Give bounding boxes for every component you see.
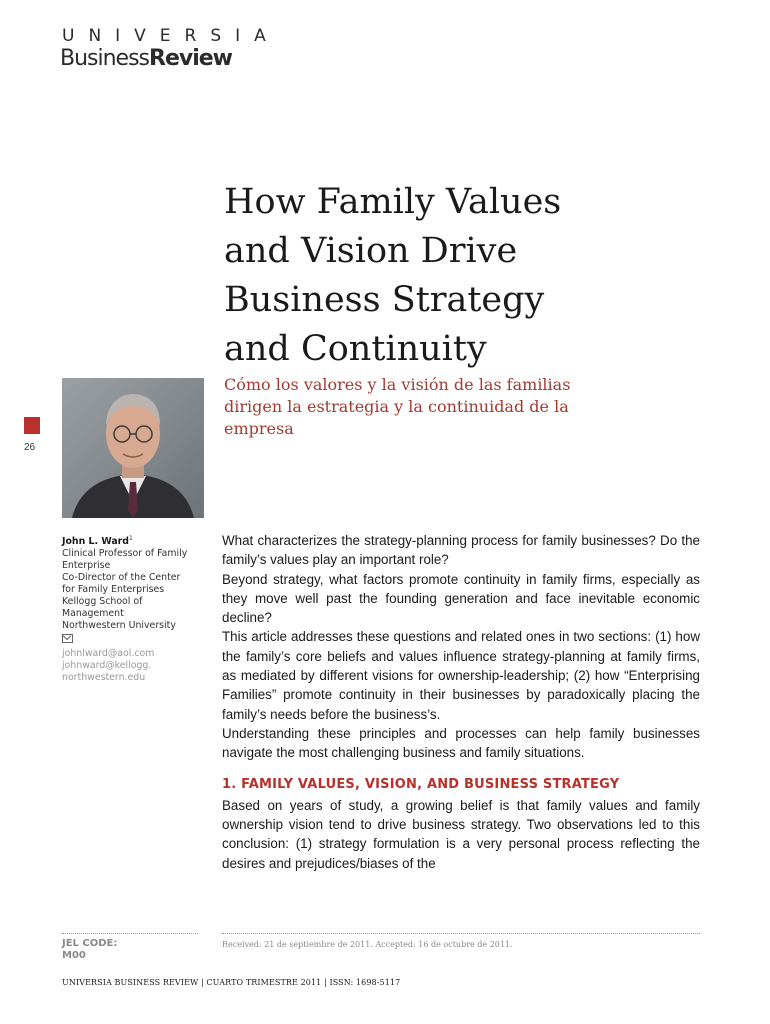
title-line: and Vision Drive (224, 231, 518, 271)
jel-code-value: M00 (62, 950, 86, 961)
author-affiliation: for Family Enterprises (62, 584, 165, 596)
author-affiliation: Enterprise (62, 560, 111, 572)
author-affiliation: Clinical Professor of Family (62, 548, 188, 560)
title-line: and Continuity (224, 329, 487, 369)
title-line: Business Strategy (224, 280, 545, 320)
author-email[interactable]: johnlward@aol.com (62, 648, 155, 660)
title-line: How Family Values (224, 182, 562, 222)
author-name: John L. Ward (62, 536, 130, 548)
mail-icon (62, 634, 73, 643)
jel-code (62, 938, 117, 962)
author-name-line (62, 533, 212, 548)
page-number: 26 (24, 442, 36, 453)
author-email[interactable]: johnward@kellogg. (62, 660, 152, 672)
article-subtitle (224, 374, 664, 440)
author-affiliation: Northwestern University (62, 620, 176, 632)
received-dates: Received: 21 de septiembre de 2011. Accepted: 16 de octubre de 2011. (222, 940, 513, 949)
author-affiliation: Kellogg School of (62, 596, 143, 608)
article-body (222, 531, 700, 873)
jel-code-label: JEL CODE: (62, 938, 118, 949)
author-affiliation: Management (62, 608, 124, 620)
body-paragraph: Understanding these principles and processes can help family businesses navigate the most challenging business and family situations. (222, 725, 700, 761)
subtitle-line: Cómo los valores y la visión de las familias (224, 375, 571, 394)
body-paragraph: Based on years of study, a growing belief is that family values and family ownership vision tend to drive business strategy. Two observations led to this conclusion: (1) strategy formulation is a very personal process reflecting the desires and prejudices/biases of the (222, 797, 700, 871)
masthead-universia: UNIVERSIA (62, 26, 280, 46)
body-paragraph: What characterizes the strategy-planning process for family businesses? Do the family’s values play an important role? (222, 533, 700, 568)
masthead-business: Business (60, 46, 150, 71)
body-paragraph: Beyond strategy, what factors promote continuity in family firms, especially as they move well past the founding generation and face inevitable economic decline? (222, 571, 700, 626)
author-email[interactable]: northwestern.edu (62, 672, 146, 684)
masthead-business-review (60, 46, 232, 71)
masthead-review: Review (149, 46, 233, 71)
body-paragraph: This article addresses these questions and related ones in two sections: (1) how the family’s core beliefs and values influence strategy-planning at family firms, as mediated by different visions for ownership-leadership; (2) how “Enterprising Families” promote continuity in their businesses by paradoxically placing the family’s needs before the business’s. (222, 629, 700, 722)
author-affiliation: Co-Director of the Center (62, 572, 181, 584)
subtitle-line: dirigen la estrategia y la continuidad de la (224, 397, 569, 416)
article-title (224, 178, 744, 374)
subtitle-line: empresa (224, 419, 294, 438)
author-footnote-mark: 1 (129, 535, 133, 542)
footer-divider-left (62, 933, 198, 934)
journal-footer: UNIVERSIA BUSINESS REVIEW | CUARTO TRIMESTRE 2011 | ISSN: 1698-5117 (62, 978, 401, 987)
author-portrait (62, 378, 204, 518)
page-marker-square (24, 417, 40, 434)
footer-divider-right (222, 933, 700, 934)
section-heading: 1. FAMILY VALUES, VISION, AND BUSINESS STRATEGY (222, 776, 620, 792)
author-block (62, 533, 212, 684)
